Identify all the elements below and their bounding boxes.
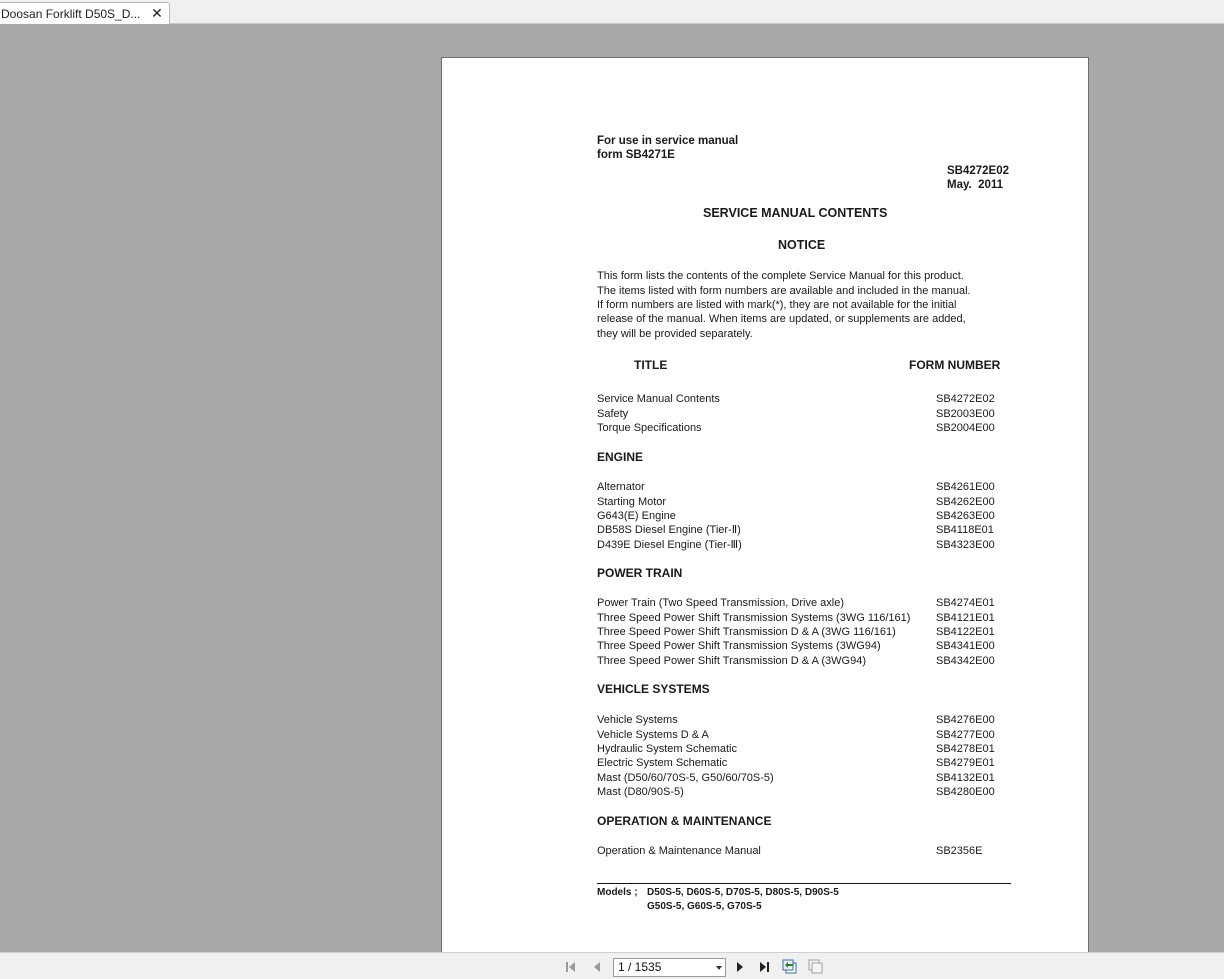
models-line-1: D50S-5, D60S-5, D70S-5, D80S-5, D90S-5: [647, 887, 839, 898]
toc-item-form: SB4323E00: [936, 539, 995, 551]
toc-item-form: SB4261E00: [936, 481, 995, 493]
toc-item-form: SB4118E01: [936, 524, 994, 536]
column-header-form-number: FORM NUMBER: [909, 358, 1001, 372]
toc-item-form: SB4272E02: [936, 393, 995, 405]
first-page-icon[interactable]: [563, 958, 581, 976]
notice-line: they will be provided separately.: [597, 328, 753, 340]
toc-item-title: Power Train (Two Speed Transmission, Drive axle): [597, 597, 844, 609]
toc-item-title: Operation & Maintenance Manual: [597, 845, 761, 857]
close-tab-icon[interactable]: ✕: [151, 5, 163, 21]
toc-item-title: Three Speed Power Shift Transmission Systems (3WG94): [597, 640, 881, 652]
notice-line: The items listed with form numbers are available and included in the manual.: [597, 285, 971, 297]
toc-item-title: G643(E) Engine: [597, 510, 676, 522]
toc-item-form: SB4279E01: [936, 757, 995, 769]
document-viewer[interactable]: [0, 25, 1224, 952]
column-header-title: TITLE: [634, 358, 668, 372]
toc-item-form: SB2003E00: [936, 408, 995, 420]
page-selector[interactable]: [613, 958, 726, 977]
toc-item-form: SB4278E01: [936, 743, 995, 755]
chevron-down-icon: [716, 966, 722, 970]
go-forward-icon[interactable]: [807, 958, 825, 976]
main-title: SERVICE MANUAL CONTENTS: [703, 206, 888, 220]
models-line-2: G50S-5, G60S-5, G70S-5: [647, 901, 762, 912]
tab-title: Doosan Forklift D50S_D...: [1, 7, 141, 21]
toc-item-title: Service Manual Contents: [597, 393, 720, 405]
toc-item-form: SB4121E01: [936, 612, 995, 624]
doc-date: May. 2011: [947, 179, 1004, 191]
header-line-1: For use in service manual: [597, 135, 739, 147]
go-back-icon[interactable]: [781, 958, 799, 976]
toc-item-title: Electric System Schematic: [597, 757, 728, 769]
toc-item-title: Vehicle Systems D & A: [597, 729, 709, 741]
toc-item-form: SB4122E01: [936, 626, 995, 638]
toc-item-title: Three Speed Power Shift Transmission Systems (3WG 116/161): [597, 612, 911, 624]
notice-line: If form numbers are listed with mark(*), they are not available for the initial: [597, 299, 957, 311]
toc-item-title: Alternator: [597, 481, 645, 493]
toc-item-form: SB4274E01: [936, 597, 995, 609]
toc-item-title: Vehicle Systems: [597, 714, 678, 726]
toc-item-title: Hydraulic System Schematic: [597, 743, 737, 755]
toc-item-title: Mast (D50/60/70S-5, G50/60/70S-5): [597, 772, 774, 784]
toc-item-form: SB4276E00: [936, 714, 995, 726]
document-tab[interactable]: [0, 2, 170, 24]
notice-line: release of the manual. When items are updated, or supplements are added,: [597, 313, 966, 325]
toc-item-form: SB4262E00: [936, 496, 995, 508]
divider-line: [597, 883, 1011, 884]
toc-item-form: SB4280E00: [936, 786, 995, 798]
toc-item-form: SB4341E00: [936, 640, 995, 652]
section-heading-operation-maintenance: OPERATION & MAINTENANCE: [597, 814, 772, 828]
toc-item-form: SB2356E: [936, 845, 983, 857]
doc-number: SB4272E02: [947, 165, 1010, 177]
toc-item-title: Three Speed Power Shift Transmission D & A (3WG 116/161): [597, 626, 896, 638]
toc-item-title: Starting Motor: [597, 496, 667, 508]
section-heading-engine: ENGINE: [597, 450, 644, 464]
toc-item-title: Mast (D80/90S-5): [597, 786, 684, 798]
toc-item-title: D439E Diesel Engine (Tier-Ⅲ): [597, 539, 742, 551]
models-label: Models ;: [597, 887, 638, 898]
tab-bar: [0, 0, 1224, 24]
toc-item-title: DB58S Diesel Engine (Tier-Ⅱ): [597, 524, 741, 536]
notice-line: This form lists the contents of the complete Service Manual for this product.: [597, 270, 964, 282]
header-line-2: form SB4271E: [597, 149, 675, 161]
toc-item-form: SB4263E00: [936, 510, 995, 522]
section-heading-power-train: POWER TRAIN: [597, 566, 683, 580]
toc-item-title: Three Speed Power Shift Transmission D & A (3WG94): [597, 655, 867, 667]
toc-item-form: SB4132E01: [936, 772, 995, 784]
pdf-page: [441, 57, 1089, 973]
toc-item-form: SB4342E00: [936, 655, 995, 667]
toc-item-title: Torque Specifications: [597, 422, 702, 434]
page-indicator: 1 / 1535: [618, 960, 662, 974]
notice-title: NOTICE: [778, 238, 826, 252]
next-page-icon[interactable]: [731, 958, 749, 976]
toc-item-form: SB2004E00: [936, 422, 995, 434]
last-page-icon[interactable]: [755, 958, 773, 976]
toc-item-form: SB4277E00: [936, 729, 995, 741]
navigation-toolbar: [0, 952, 1224, 979]
section-heading-vehicle-systems: VEHICLE SYSTEMS: [597, 682, 710, 696]
toc-item-title: Safety: [597, 408, 629, 420]
previous-page-icon[interactable]: [588, 958, 606, 976]
